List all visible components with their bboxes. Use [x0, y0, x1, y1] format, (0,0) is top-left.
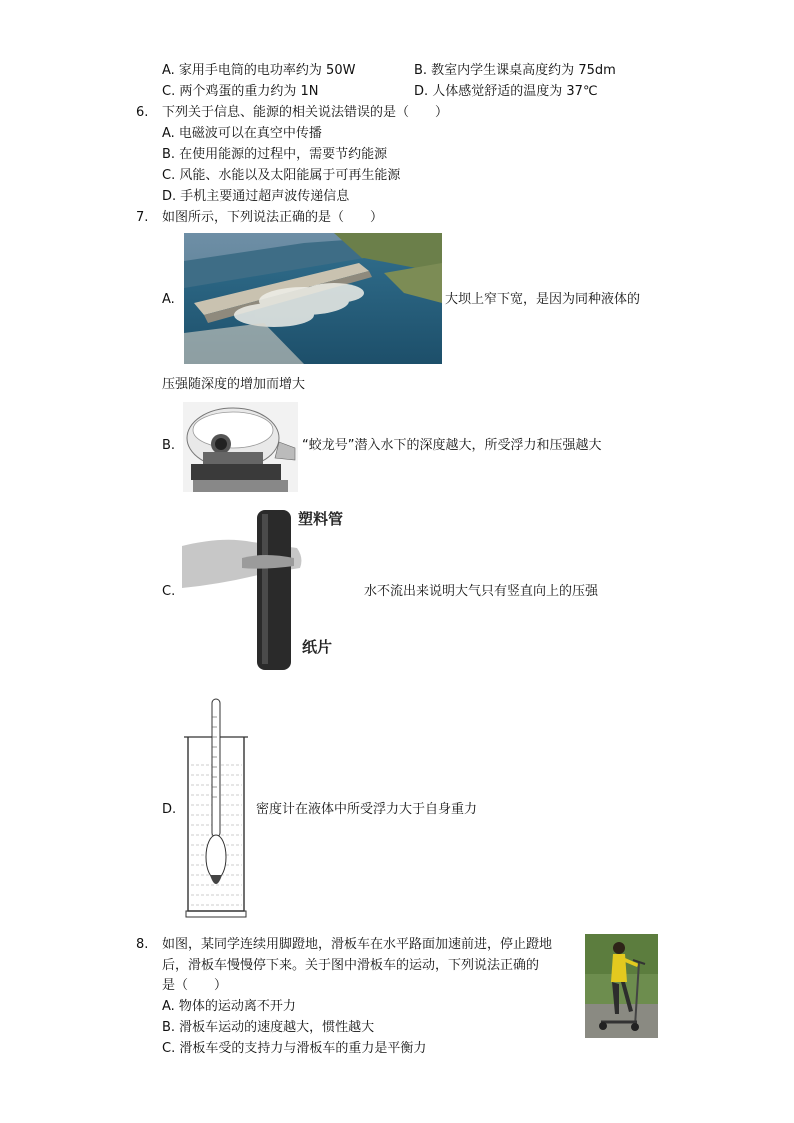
q7-stem: 如图所示，下列说法正确的是（ ）: [162, 210, 384, 225]
q7-option-d-text: 密度计在液体中所受浮力大于自身重力: [256, 802, 478, 817]
q7-number: 7.: [136, 210, 149, 225]
scooter-photo: [585, 934, 658, 1038]
q8-option-b: B. 滑板车运动的速度越大，惯性越大: [162, 1020, 375, 1035]
q5-option-a: A. 家用手电筒的电功率约为 50W: [162, 63, 356, 78]
q8-option-a: A. 物体的运动离不开力: [162, 999, 296, 1014]
q6-number: 6.: [136, 105, 149, 120]
q6-option-c: C. 风能、水能以及太阳能属于可再生能源: [162, 168, 401, 183]
q8-option-c: C. 滑板车受的支持力与滑板车的重力是平衡力: [162, 1041, 427, 1056]
q7-option-c-letter: C.: [162, 584, 176, 599]
q8-stem-line-2: 后，滑板车慢慢停下来。关于图中滑板车的运动，下列说法正确的: [162, 958, 540, 973]
q6-stem: 下列关于信息、能源的相关说法错误的是（ ）: [162, 105, 449, 120]
hydrometer-diagram: [182, 697, 250, 919]
q6-option-a: A. 电磁波可以在真空中传播: [162, 126, 322, 141]
q5-option-d: D. 人体感觉舒适的温度为 37℃: [414, 84, 598, 99]
tube-label: 塑料管: [298, 510, 344, 528]
q7-option-b-letter: B.: [162, 438, 176, 453]
q5-option-b: B. 教室内学生课桌高度约为 75dm: [414, 63, 616, 78]
q6-option-b: B. 在使用能源的过程中，需要节约能源: [162, 147, 388, 162]
q7-option-c-text: 水不流出来说明大气只有竖直向上的压强: [364, 584, 599, 599]
q7-option-a-text-1: 大坝上窄下宽，是因为同种液体的: [445, 292, 641, 307]
q5-option-c: C. 两个鸡蛋的重力约为 1N: [162, 84, 319, 99]
q7-option-a-text-2: 压强随深度的增加而增大: [162, 377, 306, 392]
q8-stem-line-3: 是（ ）: [162, 978, 228, 993]
tube-experiment-photo: [182, 508, 357, 673]
q7-option-a-letter: A.: [162, 292, 175, 307]
q7-option-b-text: “蛟龙号”潜入水下的深度越大，所受浮力和压强越大: [302, 438, 602, 453]
q7-option-d-letter: D.: [162, 802, 177, 817]
q8-stem-line-1: 如图，某同学连续用脚蹬地，滑板车在水平路面加速前进，停止蹬地: [162, 937, 553, 952]
q6-option-d: D. 手机主要通过超声波传递信息: [162, 189, 350, 204]
submarine-photo: [183, 402, 298, 492]
paper-label: 纸片: [302, 638, 333, 656]
dam-photo: [184, 233, 442, 364]
q8-number: 8.: [136, 937, 149, 952]
